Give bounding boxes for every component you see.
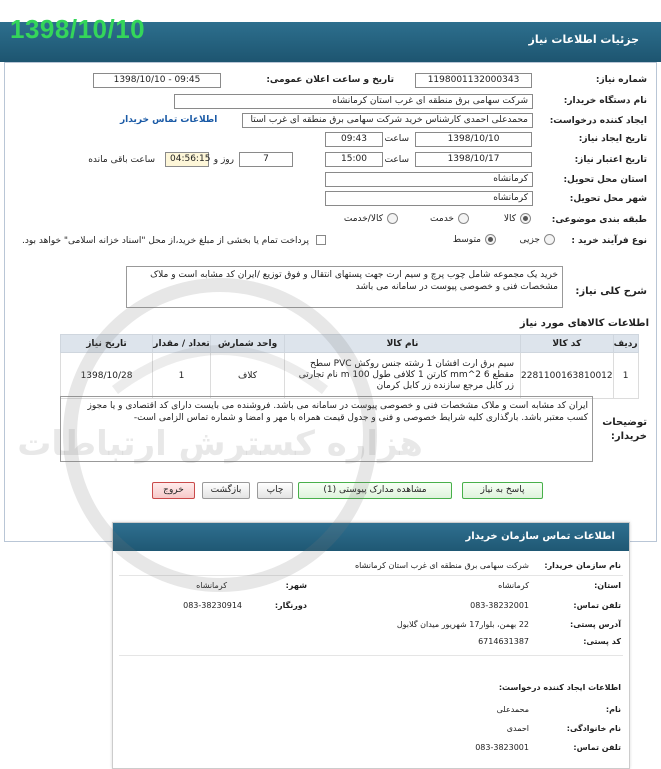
- last-name-label: نام خانوادگی:: [566, 724, 621, 733]
- creator-section-title: اطلاعات ایجاد کننده درخواست:: [498, 683, 621, 692]
- org-label: نام سازمان خریدار:: [544, 561, 621, 570]
- summary-text: خرید یک مجموعه شامل چوب پرچ و سیم ارت جهت پستهای انتقال و فوق توزیع /ایران کد مشابه است و ملاک مشخصات فنی و خصوصی پیوست در سامانه می باشد: [126, 266, 563, 308]
- remaining-time-field: 04:56:15: [165, 152, 209, 167]
- radio-icon[interactable]: [485, 234, 496, 245]
- create-time-field: 09:43: [325, 132, 383, 147]
- province-label: استان محل تحویل:: [563, 175, 647, 185]
- address-label: آدرس پستی:: [570, 620, 621, 629]
- province-value: کرمانشاه: [498, 581, 529, 590]
- items-section-title: اطلاعات کالاهای مورد نیاز: [519, 318, 649, 329]
- days-field: 7: [239, 152, 293, 167]
- radio-icon[interactable]: [458, 213, 469, 224]
- create-time-label: ساعت: [384, 134, 409, 144]
- last-name-value: احمدی: [506, 724, 529, 733]
- radio-icon[interactable]: [387, 213, 398, 224]
- announce-field: 1398/10/10 - 09:45: [93, 73, 221, 88]
- buyer-notes-text: ایران کد مشابه است و ملاک مشخصات فنی و خصوصی پیوست در سامانه می باشد. فروشنده می بایست دارای کد اقتصادی و یا مجوز کسب معتبر باشد. بارگذاری کلیه شرایط خصوصی و فنی و جدول قیمت همراه با مهر و امضا و شماره تماس الزامی است-: [60, 396, 593, 462]
- fax-value: 083-38230914: [183, 601, 242, 610]
- reply-button[interactable]: پاسخ به نیاز: [462, 482, 543, 499]
- col-row: ردیف: [613, 335, 638, 353]
- need-number-field: 1198001132000343: [415, 73, 532, 88]
- phone-value: 083-38232001: [470, 601, 529, 610]
- announce-label: تاریخ و ساعت اعلان عمومی:: [266, 75, 394, 85]
- contact-card-header: [113, 523, 629, 551]
- postal-value: 6714631387: [478, 637, 529, 646]
- contact-info-link[interactable]: اطلاعات تماس خریدار: [120, 115, 218, 125]
- validity-time-label: ساعت: [384, 155, 409, 165]
- cell-row: 1: [613, 353, 638, 399]
- category-label: طبقه بندی موضوعی:: [551, 215, 647, 225]
- city-field: کرمانشاه: [325, 191, 533, 206]
- create-date-field: 1398/10/10: [415, 132, 532, 147]
- address-value: 22 بهمن، بلوار17 شهریور میدان گلابول: [396, 620, 529, 629]
- date-stamp: 1398/10/10: [10, 14, 146, 44]
- col-name: نام کالا: [285, 335, 521, 353]
- contact-card-title: اطلاعات تماس سازمان خریدار: [465, 531, 615, 542]
- category-option-service[interactable]: خدمت: [430, 213, 469, 224]
- back-button[interactable]: بازگشت: [202, 482, 250, 499]
- items-table-wrap: [60, 334, 639, 399]
- process-option-medium[interactable]: متوسط: [453, 234, 496, 245]
- first-name-label: نام:: [605, 705, 621, 714]
- province-label: استان:: [594, 581, 621, 590]
- validity-date-field: 1398/10/17: [415, 152, 532, 167]
- creator-field: محمدعلی احمدی کارشناس خرید شرکت سهامی برق منطقه ای غرب استا: [242, 113, 533, 128]
- cell-code: 2281100163810012: [521, 353, 614, 399]
- city-label: شهر محل تحویل:: [569, 194, 647, 204]
- create-date-label: تاریخ ایجاد نیاز:: [578, 134, 647, 144]
- contact-card: [112, 522, 630, 769]
- buyer-notes-label: توضیحات خریدار:: [602, 417, 647, 442]
- creator-phone-value: 083-3823001: [475, 743, 529, 752]
- city-value: کرمانشاه: [196, 581, 227, 590]
- postal-label: کد پستی:: [583, 637, 621, 646]
- process-label: نوع فرآیند خرید :: [571, 236, 647, 246]
- creator-phone-label: تلفن تماس:: [573, 743, 621, 752]
- attachments-button[interactable]: مشاهده مدارک پیوستی (1): [298, 482, 452, 499]
- cell-unit: کلاف: [211, 353, 285, 399]
- creator-label: ایجاد کننده درخواست:: [549, 116, 647, 126]
- validity-label: تاریخ اعتبار نیاز:: [574, 155, 647, 165]
- radio-icon[interactable]: [520, 213, 531, 224]
- province-field: کرمانشاه: [325, 172, 533, 187]
- need-number-label: شماره نیاز:: [595, 75, 647, 85]
- radio-icon[interactable]: [544, 234, 555, 245]
- col-date: تاریخ نیاز: [61, 335, 153, 353]
- payment-note: پرداخت تمام یا بخشی از مبلغ خرید،از محل "اسناد خزانه اسلامی" خواهد بود.: [21, 236, 309, 246]
- buyer-org-label: نام دستگاه خریدار:: [563, 96, 647, 106]
- col-unit: واحد شمارش: [211, 335, 285, 353]
- phone-label: تلفن تماس:: [573, 601, 621, 610]
- cell-name: سیم برق ارت افشان 1 رشته جنس روکش PVC سطح مقطع 6 mm^2 کارتن 1 کلافی طول 100 m نام تجارتی زر کابل مرجع سازنده زر کابل کرمان: [285, 353, 521, 399]
- treasury-checkbox[interactable]: [316, 235, 326, 245]
- cell-qty: 1: [153, 353, 211, 399]
- cell-date: 1398/10/28: [61, 353, 153, 399]
- table-row: [61, 353, 639, 399]
- items-table: [60, 334, 639, 399]
- days-label: روز و: [213, 155, 234, 165]
- org-value: شرکت سهامی برق منطقه ای غرب استان کرمانشاه: [354, 561, 529, 570]
- remaining-label: ساعت باقی مانده: [88, 155, 155, 165]
- exit-button[interactable]: خروج: [152, 482, 195, 499]
- table-header-row: [61, 335, 639, 353]
- city-label: شهر:: [285, 581, 307, 590]
- process-option-minor[interactable]: جزیی: [519, 234, 555, 245]
- print-button[interactable]: چاپ: [257, 482, 293, 499]
- category-option-goods[interactable]: کالا: [504, 213, 531, 224]
- divider: [119, 575, 623, 576]
- validity-time-field: 15:00: [325, 152, 383, 167]
- first-name-value: محمدعلی: [496, 705, 529, 714]
- col-code: کد کالا: [521, 335, 614, 353]
- buyer-org-field: شرکت سهامی برق منطقه ای غرب استان کرمانشاه: [174, 94, 533, 109]
- page-title: جزئیات اطلاعات نیاز: [528, 33, 639, 46]
- summary-label: شرح کلی نیاز:: [575, 286, 647, 297]
- divider: [119, 655, 623, 656]
- col-qty: تعداد / مقدار: [153, 335, 211, 353]
- fax-label: دورنگار:: [274, 601, 307, 610]
- category-option-both[interactable]: کالا/خدمت: [344, 213, 398, 224]
